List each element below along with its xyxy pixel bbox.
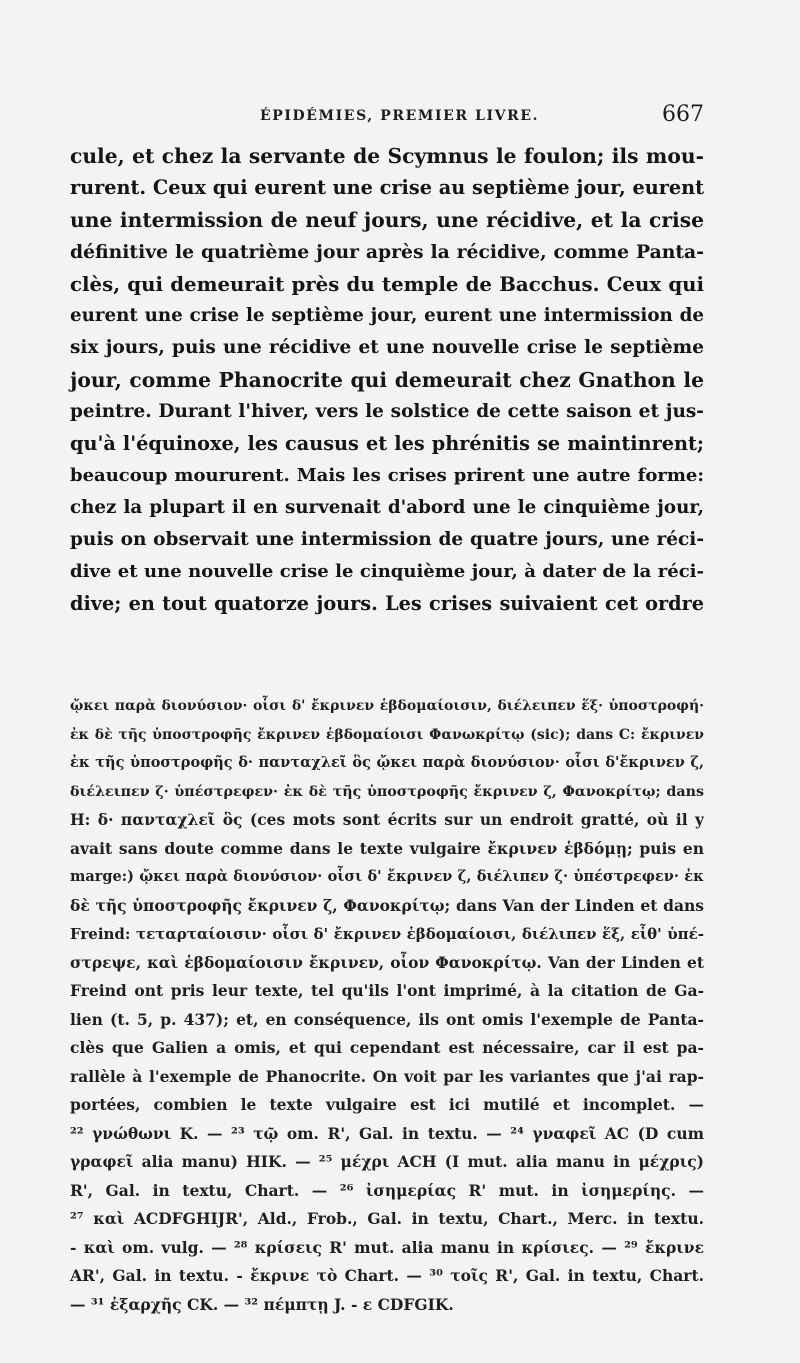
footnote-line: avait sans doute comme dans le texte vulgaire ἔκρινεν ἑβδόμῃ; puis en <box>70 838 704 858</box>
page-number: 667 <box>662 102 704 127</box>
main-text-line: jour, comme Phanocrite qui demeurait chez Gnathon le <box>70 368 704 392</box>
main-text-line: dive et une nouvelle crise le cinquième jour, à dater de la réci- <box>70 561 704 582</box>
running-title: ÉPIDÉMIES, PREMIER LIVRE. <box>260 108 540 124</box>
footnote-line: ᾤκει παρὰ διονύσιον· οἷσι δ' ἔκρινεν ἑβδομαίοισιν, διέλειπεν ἕξ· ὑποστροφή· <box>70 698 704 714</box>
footnote-line: clès que Galien a omis, et qui cependant est nécessaire, car il est pa- <box>70 1038 704 1057</box>
footnote-line: rallèle à l'exemple de Phanocrite. On voit par les variantes que j'ai rap- <box>70 1066 704 1086</box>
footnote-line: διέλειπεν ζ· ὑπέστρεφεν· ἐκ δὲ τῆς ὑποστροφῆς ἔκρινεν ζ, Φανοκρίτῳ; dans <box>70 783 704 800</box>
main-text-line: dive; en tout quatorze jours. Les crises suivaient cet ordre <box>70 592 704 615</box>
main-text-line: clès, qui demeurait près du temple de Bacchus. Ceux qui <box>70 272 704 296</box>
main-text-block <box>70 140 704 620</box>
footnote-line: marge:) ᾤκει παρὰ διονύσιον· οἷσι δ' ἔκρινεν ζ, διέλιπεν ζ· ὑπέστρεφεν· ἐκ <box>70 868 704 885</box>
footnote-line: ²⁷ καὶ ACDFGHIJR', Ald., Frob., Gal. in textu, Chart., Merc. in textu. <box>70 1209 704 1228</box>
footnote-line: δὲ τῆς ὑποστροφῆς ἔκρινεν ζ, Φανοκρίτῳ; dans Van der Linden et dans <box>70 895 704 915</box>
main-text-line: six jours, puis une récidive et une nouvelle crise le septième <box>70 337 704 358</box>
main-text-line: une intermission de neuf jours, une récidive, et la crise <box>70 208 704 232</box>
main-text-line: rurent. Ceux qui eurent une crise au septième jour, eurent <box>70 176 704 199</box>
main-text-line: cule, et chez la servante de Scymnus le foulon; ils mou- <box>70 144 704 168</box>
main-text-line: qu'à l'équinoxe, les causus et les phrénitis se maintinrent; <box>70 432 704 455</box>
main-text-line: définitive le quatrième jour après la récidive, comme Panta- <box>70 241 704 263</box>
footnote-line: R', Gal. in textu, Chart. — ²⁶ ἰσημερίας R' mut. in ἰσημερίης. — <box>70 1180 704 1200</box>
main-text-line: beaucoup moururent. Mais les crises prirent une autre forme: <box>70 465 704 486</box>
main-text-line: puis on observait une intermission de quatre jours, une réci- <box>70 529 704 550</box>
footnote-line: στρεψε, καὶ ἑβδομαίοισιν ἔκρινεν, οἷον Φανοκρίτῳ. Van der Linden et <box>70 952 704 972</box>
footnote-line: ²² γνώθωνι K. — ²³ τῷ om. R', Gal. in textu. — ²⁴ γναφεῖ AC (D cum <box>70 1123 704 1143</box>
footnote-line: ἐκ δὲ τῆς ὑποστροφῆς ἔκρινεν ἑβδομαίοισι Φανωκρίτῳ (sic); dans C: ἔκρινεν <box>70 726 704 743</box>
footnote-line: Freind: τεταρταίοισιν· οἷσι δ' ἔκρινεν ἑβδομαίοισι, διέλιπεν ἕξ, εἶθ' ὑπέ- <box>70 925 704 943</box>
main-text-line: chez la plupart il en survenait d'abord une le cinquième jour, <box>70 497 704 518</box>
footnote-line: - καὶ om. vulg. — ²⁸ κρίσεις R' mut. alia manu in κρίσιες. — ²⁹ ἔκρινε <box>70 1237 704 1257</box>
footnotes-block <box>70 692 704 1319</box>
footnote-line: — ³¹ ἐξαρχῆς CK. — ³² πέμπτῃ J. - ε CDFGIK. <box>70 1294 454 1314</box>
footnote-line: H: δ· πανταχλεῖ ὃς (ces mots sont écrits sur un endroit gratté, où il y <box>70 810 704 829</box>
footnote-line: portées, combien le texte vulgaire est ici mutilé et incomplet. — <box>70 1095 704 1114</box>
main-text-line: peintre. Durant l'hiver, vers le solstice de cette saison et jus- <box>70 401 704 422</box>
footnote-line: ἐκ τῆς ὑποστροφῆς δ· πανταχλεῖ ὃς ᾤκει παρὰ διονύσιον· οἷσι δ'ἔκρινεν ζ, <box>70 754 704 771</box>
footnote-line: Freind ont pris leur texte, tel qu'ils l'ont imprimé, à la citation de Ga- <box>70 981 704 1000</box>
footnote-line: AR', Gal. in textu. - ἔκρινε τὸ Chart. — ³⁰ τοῖς R', Gal. in textu, Chart. <box>70 1266 704 1285</box>
main-text-line: eurent une crise le septième jour, eurent une intermission de <box>70 305 704 326</box>
footnote-line: γραφεῖ alia manu) HIK. — ²⁵ μέχρι ACH (I mut. alia manu in μέχρις) <box>70 1152 704 1171</box>
footnote-line: lien (t. 5, p. 437); et, en conséquence, ils ont omis l'exemple de Panta- <box>70 1009 704 1029</box>
page-header <box>70 102 704 132</box>
